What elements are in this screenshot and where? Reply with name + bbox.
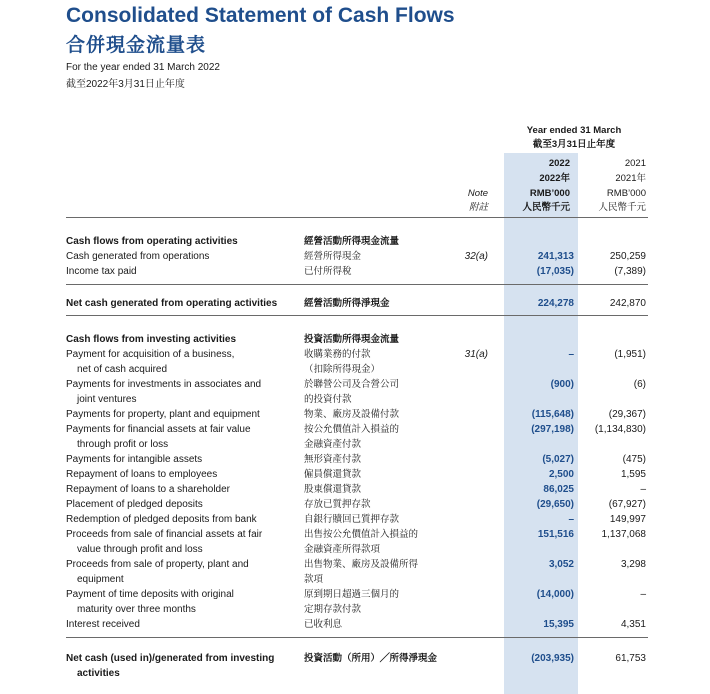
- row-label-en: Interest received: [66, 619, 140, 630]
- row-label-zh: 僱員償還貸款: [304, 469, 362, 480]
- row-label-en: Payment for acquisition of a business,: [66, 349, 235, 360]
- col-2021-year-zh: 2021年: [615, 173, 646, 184]
- row-value-2021: –: [640, 484, 646, 495]
- row-label-en: Placement of pledged deposits: [66, 499, 203, 510]
- row-label-en: Payments for financial assets at fair value: [66, 424, 251, 435]
- col-2022-year: 2022: [548, 158, 570, 169]
- row-value-2022: 151,516: [537, 529, 574, 540]
- row-label-en: Redemption of pledged deposits from bank: [66, 514, 257, 525]
- row-label-zh: 存放已質押存款: [304, 499, 371, 510]
- row-label-en: Payment of time deposits with original: [66, 589, 234, 600]
- row-label-zh-cont: 的投資付款: [304, 394, 352, 405]
- row-value-2021: –: [640, 589, 646, 600]
- row-label-en-cont: maturity over three months: [77, 604, 196, 615]
- row-value-2021: 4,351: [620, 619, 646, 630]
- divider: [66, 315, 648, 316]
- col-2022-unit: RMB’000: [529, 188, 570, 199]
- row-value-2021: 1,137,068: [601, 529, 646, 540]
- row-value-2022: (17,035): [536, 266, 574, 277]
- page-title-en: Consolidated Statement of Cash Flows: [66, 4, 455, 27]
- row-label-en: Payments for investments in associates and: [66, 379, 262, 390]
- row-label-en: Payments for intangible assets: [66, 454, 203, 465]
- row-label-zh: 股東償還貸款: [304, 484, 362, 495]
- period-en: For the year ended 31 March 2022: [66, 62, 220, 73]
- operating-heading-zh: 經營活動所得現金流量: [304, 236, 400, 247]
- year-ended-header-en: Year ended 31 March: [526, 125, 622, 136]
- row-value-2022: (5,027): [542, 454, 574, 465]
- row-value-2021: 1,595: [620, 469, 646, 480]
- row-label-en-cont: net of cash acquired: [77, 364, 168, 375]
- row-label-zh: 已收利息: [304, 619, 343, 630]
- divider: [66, 637, 648, 638]
- row-value-2022: –: [568, 514, 574, 525]
- row-label-en-cont: equipment: [77, 574, 124, 585]
- row-value-2021: (67,927): [608, 499, 646, 510]
- col-2021-year: 2021: [624, 158, 646, 169]
- divider: [66, 284, 648, 285]
- row-label-zh: 出售按公允價值計入損益的: [304, 529, 419, 540]
- col-2022-unit-zh: 人民幣千元: [522, 202, 570, 213]
- row-label-zh-cont: （扣除所得現金）: [304, 364, 381, 375]
- row-note: 31(a): [464, 349, 488, 360]
- row-value-2021: (29,367): [608, 409, 646, 420]
- row-note: 32(a): [464, 251, 488, 262]
- row-label-zh: 自銀行贖回已質押存款: [304, 514, 400, 525]
- operating-net-label-en: Net cash generated from operating activities: [66, 298, 278, 309]
- investing-net-label-zh: 投資活動（所用）╱所得淨現金: [304, 653, 438, 664]
- investing-net-label-en: Net cash (used in)/generated from investing: [66, 653, 275, 664]
- note-header-zh: 附註: [468, 202, 488, 213]
- investing-heading-en: Cash flows from investing activities: [66, 334, 237, 345]
- row-label-zh: 於聯營公司及合營公司: [304, 379, 400, 390]
- investing-net-2021: 61,753: [615, 653, 646, 664]
- row-label-en: Income tax paid: [66, 266, 137, 277]
- page-title-zh: 合併現金流量表: [66, 35, 207, 56]
- investing-heading-zh: 投資活動所得現金流量: [304, 334, 400, 345]
- row-value-2022: 86,025: [543, 484, 574, 495]
- operating-net-2021: 242,870: [609, 298, 646, 309]
- row-value-2021: 149,997: [609, 514, 646, 525]
- row-value-2022: (115,648): [531, 409, 574, 420]
- row-label-en-cont: joint ventures: [77, 394, 137, 405]
- investing-net-2022: (203,935): [531, 653, 574, 664]
- row-value-2022: 2,500: [548, 469, 574, 480]
- row-value-2021: 250,259: [609, 251, 646, 262]
- row-label-en: Proceeds from sale of property, plant and: [66, 559, 249, 570]
- row-label-en-cont: through profit or loss: [77, 439, 169, 450]
- row-label-zh: 物業、廠房及設備付款: [304, 409, 400, 420]
- col-2021-unit-zh: 人民幣千元: [598, 202, 646, 213]
- col-2021-unit: RMB’000: [606, 188, 646, 199]
- row-label-zh: 經營所得現金: [304, 251, 362, 262]
- row-label-en: Cash generated from operations: [66, 251, 210, 262]
- row-label-en: Proceeds from sale of financial assets at fair: [66, 529, 263, 540]
- row-label-zh-cont: 金融資產付款: [304, 439, 362, 450]
- row-value-2021: 3,298: [620, 559, 646, 570]
- row-value-2022: 3,052: [548, 559, 574, 570]
- row-label-zh-cont: 款項: [304, 574, 324, 585]
- row-value-2022: (900): [550, 379, 574, 390]
- row-value-2021: (1,951): [614, 349, 646, 360]
- operating-heading-en: Cash flows from operating activities: [66, 236, 238, 247]
- row-label-en: Payments for property, plant and equipment: [66, 409, 260, 420]
- note-header-en: Note: [467, 188, 488, 199]
- header-divider: [66, 217, 648, 218]
- row-label-en-cont: value through profit and loss: [77, 544, 203, 555]
- row-label-zh-cont: 定期存款付款: [304, 604, 362, 615]
- period-zh: 截至2022年3月31日止年度: [66, 79, 185, 90]
- row-value-2021: (6): [633, 379, 646, 390]
- row-value-2022: 15,395: [543, 619, 574, 630]
- row-label-zh: 收購業務的付款: [304, 349, 371, 360]
- row-value-2022: (29,650): [536, 499, 574, 510]
- row-label-zh-cont: 金融資產所得款項: [304, 544, 381, 555]
- row-value-2022: –: [568, 349, 574, 360]
- row-label-zh: 出售物業、廠房及設備所得: [304, 559, 419, 570]
- row-label-zh: 原到期日超過三個月的: [304, 589, 400, 600]
- row-value-2022: (297,198): [531, 424, 574, 435]
- operating-net-2022: 224,278: [537, 298, 574, 309]
- col-2022-year-zh: 2022年: [539, 173, 570, 184]
- row-value-2021: (7,389): [614, 266, 646, 277]
- investing-net-label-en-cont: activities: [77, 668, 120, 679]
- row-label-en: Repayment of loans to a shareholder: [66, 484, 230, 495]
- row-label-zh: 已付所得稅: [304, 266, 352, 277]
- row-label-zh: 無形資產付款: [304, 454, 362, 465]
- row-value-2022: 241,313: [537, 251, 574, 262]
- row-label-zh: 按公允價值計入損益的: [304, 424, 400, 435]
- operating-net-label-zh: 經營活動所得淨現金: [304, 298, 390, 309]
- row-label-en: Repayment of loans to employees: [66, 469, 218, 480]
- row-value-2021: (1,134,830): [594, 424, 646, 435]
- year-ended-header-zh: 截至3月31日止年度: [532, 139, 616, 150]
- row-value-2021: (475): [622, 454, 646, 465]
- row-value-2022: (14,000): [536, 589, 574, 600]
